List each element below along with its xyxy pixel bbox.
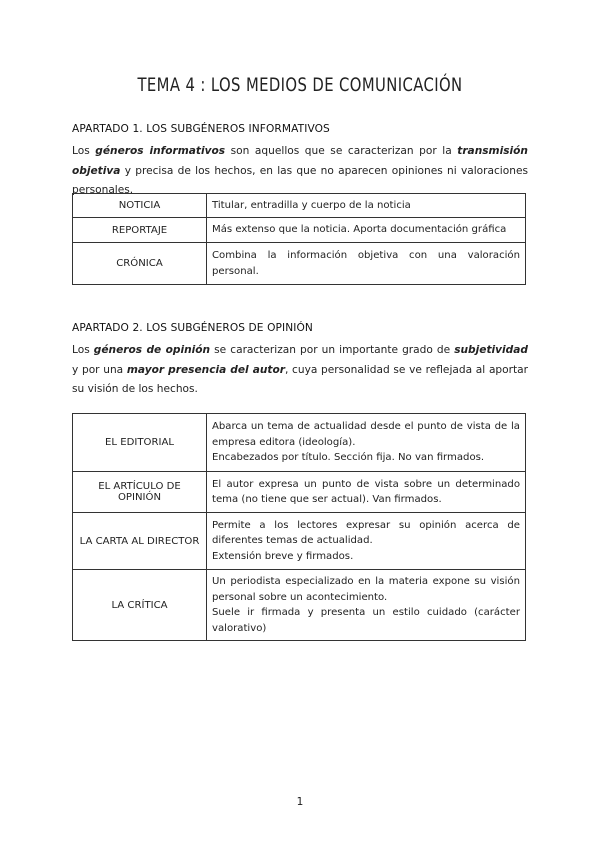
table-row xyxy=(73,243,526,285)
genre-description: Combina la información objetiva con una valoración personal. xyxy=(207,243,526,285)
table-row xyxy=(73,513,526,570)
genre-description: Titular, entradilla y cuerpo de la noticia xyxy=(207,194,526,218)
genre-description: Permite a los lectores expresar su opinión acerca de diferentes temas de actualidad. Extensión breve y firmados. xyxy=(207,513,526,570)
section2-heading: APARTADO 2. LOS SUBGÉNEROS DE OPINIÓN xyxy=(72,322,313,334)
opinion-genres-table xyxy=(72,413,526,641)
genre-description: El autor expresa un punto de vista sobre un determinado tema (no tiene que ser actual). Van firmados. xyxy=(207,472,526,513)
genre-name: LA CARTA AL DIRECTOR xyxy=(73,513,207,570)
genre-name: REPORTAJE xyxy=(73,218,207,243)
table-row xyxy=(73,414,526,472)
genre-description: Un periodista especializado en la materia expone su visión personal sobre un acontecimiento. Suele ir firmada y presenta un estilo cuidado (carácter valorativo) xyxy=(207,570,526,641)
table-row xyxy=(73,472,526,513)
genre-name: EL EDITORIAL xyxy=(73,414,207,472)
genre-description: Abarca un tema de actualidad desde el punto de vista de la empresa editora (ideología). Encabezados por título. Sección fija. No van firmados. xyxy=(207,414,526,472)
section1-heading: APARTADO 1. LOS SUBGÉNEROS INFORMATIVOS xyxy=(72,123,330,135)
table-row xyxy=(73,570,526,641)
genre-name: CRÓNICA xyxy=(73,243,207,285)
section1-intro: Los géneros informativos son aquellos que se caracterizan por la transmisión objetiva y precisa de los hechos, en las que no aparecen opiniones ni valoraciones personales. xyxy=(72,145,528,196)
page-number: 1 xyxy=(296,796,304,808)
table-row xyxy=(73,194,526,218)
informative-genres-table xyxy=(72,193,526,285)
genre-name: LA CRÍTICA xyxy=(73,570,207,641)
page-title: TEMA 4 : LOS MEDIOS DE COMUNICACIÓN xyxy=(137,74,463,96)
genre-name: EL ARTÍCULO DE OPINIÓN xyxy=(73,472,207,513)
genre-description: Más extenso que la noticia. Aporta documentación gráfica xyxy=(207,218,526,243)
section2-intro: Los géneros de opinión se caracterizan por un importante grado de subjetividad y por una mayor presencia del autor, cuya personalidad se ve reflejada al aportar su visión de los hechos. xyxy=(72,344,528,395)
genre-name: NOTICIA xyxy=(73,194,207,218)
table-row xyxy=(73,218,526,243)
